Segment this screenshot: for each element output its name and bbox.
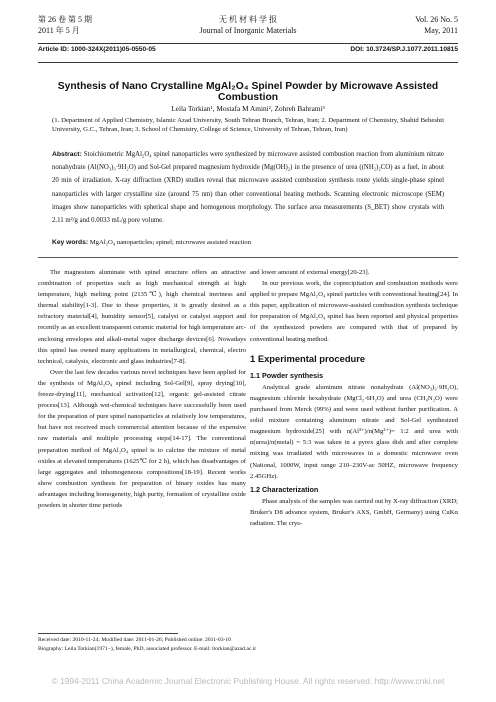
footnotes <box>38 636 458 654</box>
article-info <box>38 46 458 57</box>
characterization-paragraph: Phase analysis of the samples was carried out by X-ray diffraction (XRD; Bruker's D8 advance system, Bruker's AXS, GmbH, Germany) using CuKα radiation. The crys- <box>250 497 458 527</box>
section-heading: 1 Experimental procedure <box>250 352 366 364</box>
journal-name-en: Journal of Inorganic Materials <box>199 26 297 35</box>
left-column <box>38 267 246 511</box>
authors: Leila Torkian¹, Mostafa M Amini², Zohreh Bahrami³ <box>171 104 325 113</box>
header-right <box>415 14 458 36</box>
body-rule <box>38 257 458 258</box>
date-cn: 2011 年 5 月 <box>38 26 80 35</box>
right-column <box>250 267 458 529</box>
intro-paragraph-3: and lower amount of external energy[20-23]. <box>250 269 370 276</box>
abstract <box>52 148 444 227</box>
volume-cn: 第 26 卷 第 5 期 <box>38 15 92 24</box>
article-id: Article ID: 1000-324X(2011)05-0550-05 <box>38 46 156 53</box>
intro-paragraph-2: Over the last few decades various novel techniques have been applied for the synthesis of MgAl₂O₄ spinel including Sol-Gel[9], spray drying[10], freeze-drying[11], mechanical activation[12], organic gel-assisted citrate process[13]. Although wet-chemical techniques have successfully been used for the preparation of pure spinel nanoparticles at relatively low temperatures, but have not received much commercial attention because of the expensive raw materials and multiple processing steps[14-17]. The conventional preparation method of MgAl₂O₄ spinel is to calcine the mixture of metal oxides at elevated temperatures (1625℃ for 2 h), which has disadvantages of large aggregates and inhomogeneous compositions[18-19]. Recent works show combustion synthesis for preparation of binary oxides has many advantages including homogeneity, high purity, formation of crystalline oxide powders in shorter time periods <box>38 368 246 509</box>
subsection-heading-synthesis: 1.1 Powder synthesis <box>250 370 324 380</box>
journal-header <box>38 14 458 38</box>
paper-title: Synthesis of Nano Crystalline MgAl₂O₄ Spinel Powder by Microwave Assisted Combustion <box>57 81 439 103</box>
intro-paragraph-1: The magnesium aluminate with spinel structure offers an attractive combination of properties such as high mechanical strength at high temperature, high melting point (2135℃), high chemical inertness and thermal stability[1-3]. Due to these properties, it is greatly desired as a refractory material[4], humidity sensor[5], catalyst or catalyst support and recently as an excellent transparent ceramic material for high temperature arc-enclosing envelopes and alkali-metal vapor discharge devices[6]. Nowadays this spinel has owned many applications in metallurgical, chemical, electro technical, catalysis, electronic and glass industries[7-8]. <box>38 269 246 365</box>
journal-name-cn: 无 机 材 料 学 报 <box>219 15 277 24</box>
author-biography: Biography: Leila Torkian(1971−), female, PhD, associated professor. E-mail: ltorkian@azad.ac.ir <box>38 646 257 652</box>
abstract-label: Abstract: <box>52 151 82 158</box>
doi: DOI: 10.3724/SP.J.1077.2011.10815 <box>350 46 458 53</box>
abstract-text: Stoichiometric MgAl₂O₄ spinel nanoparticles were synthesized by microwave assisted combustion reaction from aluminium nitrate nonahydrate (Al(NO₃)₃·9H₂O) and Sol-Gel prepared magnesium hydroxide (Mg(OH)₂) in the presence of urea ((NH₂)₂CO) as a fuel, in about 20 min of irradiation. X-ray diffraction (XRD) studies reveal that microwave assisted combustion synthesis route yields single-phase spinel nanoparticles with larger crystalline size (around 75 nm) than other conventional heating methods. Scanning electronic microscope (SEM) images show nanoparticles with spherical shape and homogenous morphology. The surface area measurements (S_BET) show crystals with 2.11 m²/g and 0.0033 mL/g pore volume. <box>52 151 444 225</box>
keywords-text: MgAl₂O₄ nanoparticles; spinel; microwave assisted reaction <box>89 239 251 246</box>
keywords <box>52 239 444 246</box>
header-rule <box>38 43 458 44</box>
subsection-heading-characterization: 1.2 Characterization <box>250 484 319 494</box>
header-center <box>38 14 458 36</box>
synthesis-paragraph: Analytical grade aluminum nitrate nonahydrate (Al(NO₃)₃·9H₂O), magnesium chloride hexahydrate (MgCl₂·6H₂O) and urea (CH₄N₂O) were purchased from Merck (99%) and were used without further purification. A solid mixture containing aluminum nitrate and Sol-Gel synthesized magnesium hydroxide[25] with n(Al³⁺)/n(Mg²⁺)= 1:2 and urea with n(urea)/n(metal) = 5:3 was taken in a pyrex glass dish and after complete mixing was irradiated with microwaves in a domestic microwave oven (National, 1000W, input range 210–230V-ac 50HZ, microwave frequency 2.45GHz). <box>250 383 458 480</box>
intro-paragraph-4: In our previous work, the coprecipitation and combustion methods were applied to prepare MgAl₂O₄ spinel particles with conventional heating[24]. In this paper, application of microwave-assisted combustion synthesis technique for preparation of MgAl₂O₄ spinel has been reported and physical properties of the synthesized powders are compared with that of prepared by conventional heating method. <box>250 280 458 343</box>
volume-en: Vol. 26 No. 5 <box>415 15 458 24</box>
article-rule <box>38 62 458 63</box>
keywords-label: Key words: <box>52 239 89 246</box>
received-dates: Received date: 2010-11-24; Modified date: 2011-01-26; Published online: 2011-03-10 <box>38 637 231 643</box>
date-en: May, 2011 <box>424 26 458 35</box>
footnote-rule <box>38 633 178 634</box>
copyright-watermark: © 1994-2011 China Academic Journal Electronic Publishing House. All rights reserved. http://www.cnki.net <box>51 676 445 686</box>
affiliations: (1. Department of Applied Chemistry, Islamic Azad University, South Tehran Branch, Tehran, Iran; 2. Department of Chemistry, Shahid Beheshti University, G.C., Tehran, Iran; 3. School of Chemistry, College of Science, University of Tehran, Tehran, Iran) <box>52 117 444 133</box>
